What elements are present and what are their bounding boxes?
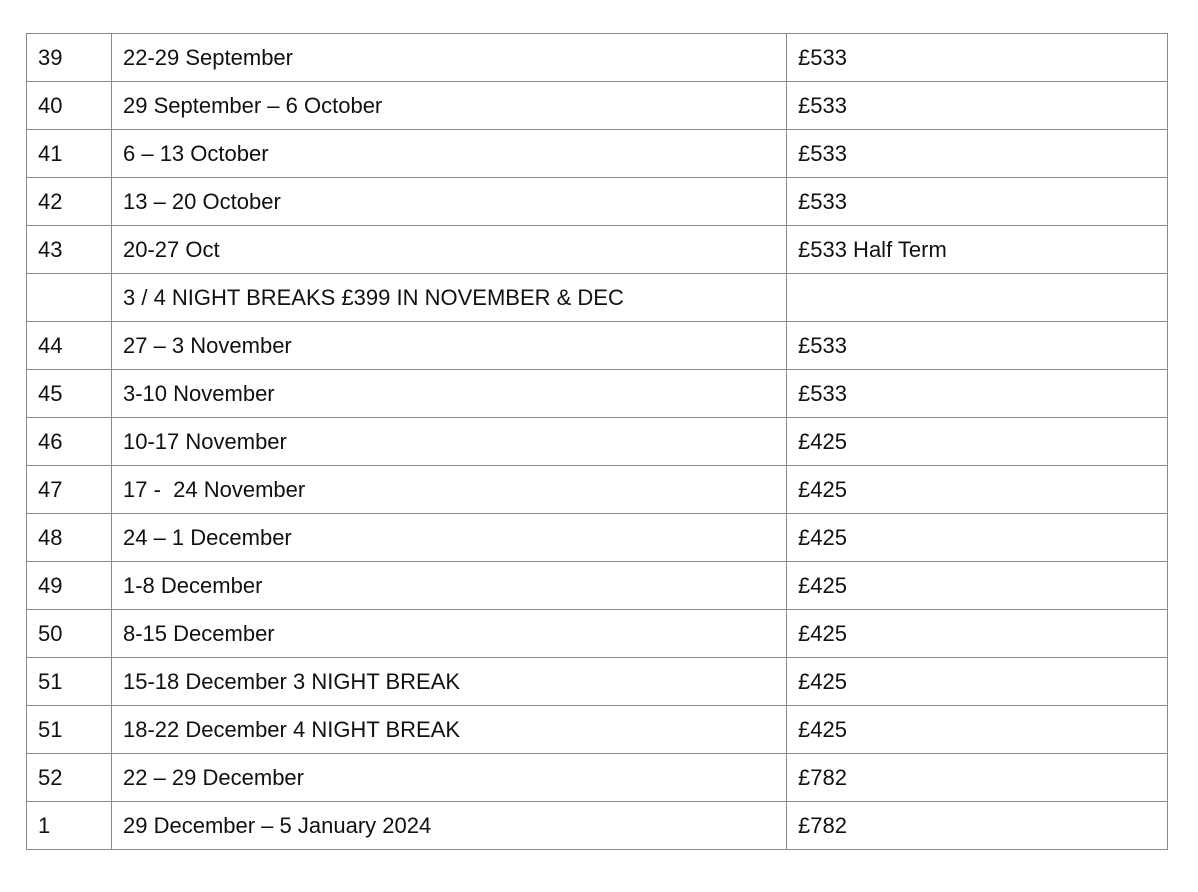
dates-cell: 29 December – 5 January 2024 xyxy=(112,802,787,850)
table-row xyxy=(27,754,1168,802)
price-cell xyxy=(787,274,1168,322)
week-number-cell: 39 xyxy=(27,34,112,82)
table-row xyxy=(27,178,1168,226)
price-cell: £425 xyxy=(787,466,1168,514)
dates-cell: 24 – 1 December xyxy=(112,514,787,562)
dates-cell: 22 – 29 December xyxy=(112,754,787,802)
week-number-cell: 47 xyxy=(27,466,112,514)
dates-cell: 27 – 3 November xyxy=(112,322,787,370)
table-row xyxy=(27,34,1168,82)
price-cell: £425 xyxy=(787,418,1168,466)
week-number-cell: 40 xyxy=(27,82,112,130)
week-number-cell: 41 xyxy=(27,130,112,178)
price-cell: £782 xyxy=(787,754,1168,802)
dates-cell: 8-15 December xyxy=(112,610,787,658)
price-cell: £425 xyxy=(787,562,1168,610)
table-row xyxy=(27,658,1168,706)
table-row xyxy=(27,322,1168,370)
price-table xyxy=(26,33,1168,850)
dates-cell: 17 - 24 November xyxy=(112,466,787,514)
price-cell: £533 xyxy=(787,82,1168,130)
price-cell: £533 xyxy=(787,370,1168,418)
dates-cell: 29 September – 6 October xyxy=(112,82,787,130)
table-row xyxy=(27,82,1168,130)
week-number-cell: 43 xyxy=(27,226,112,274)
week-number-cell: 51 xyxy=(27,658,112,706)
week-number-cell: 1 xyxy=(27,802,112,850)
price-cell: £533 Half Term xyxy=(787,226,1168,274)
table-row xyxy=(27,562,1168,610)
dates-cell: 18-22 December 4 NIGHT BREAK xyxy=(112,706,787,754)
dates-cell: 20-27 Oct xyxy=(112,226,787,274)
table-row xyxy=(27,226,1168,274)
dates-cell: 1-8 December xyxy=(112,562,787,610)
price-cell: £782 xyxy=(787,802,1168,850)
price-cell: £533 xyxy=(787,322,1168,370)
price-cell: £425 xyxy=(787,706,1168,754)
dates-cell: 3 / 4 NIGHT BREAKS £399 IN NOVEMBER & DEC xyxy=(112,274,787,322)
week-number-cell: 50 xyxy=(27,610,112,658)
price-cell: £425 xyxy=(787,658,1168,706)
table-row xyxy=(27,130,1168,178)
price-cell: £533 xyxy=(787,178,1168,226)
price-cell: £533 xyxy=(787,34,1168,82)
table-row xyxy=(27,802,1168,850)
week-number-cell xyxy=(27,274,112,322)
week-number-cell: 48 xyxy=(27,514,112,562)
week-number-cell: 52 xyxy=(27,754,112,802)
dates-cell: 15-18 December 3 NIGHT BREAK xyxy=(112,658,787,706)
table-row xyxy=(27,610,1168,658)
price-cell: £533 xyxy=(787,130,1168,178)
week-number-cell: 45 xyxy=(27,370,112,418)
table-row xyxy=(27,370,1168,418)
table-row xyxy=(27,274,1168,322)
week-number-cell: 49 xyxy=(27,562,112,610)
dates-cell: 10-17 November xyxy=(112,418,787,466)
table-row xyxy=(27,466,1168,514)
week-number-cell: 44 xyxy=(27,322,112,370)
price-cell: £425 xyxy=(787,514,1168,562)
dates-cell: 22-29 September xyxy=(112,34,787,82)
dates-cell: 13 – 20 October xyxy=(112,178,787,226)
week-number-cell: 46 xyxy=(27,418,112,466)
week-number-cell: 51 xyxy=(27,706,112,754)
table-row xyxy=(27,418,1168,466)
dates-cell: 3-10 November xyxy=(112,370,787,418)
price-cell: £425 xyxy=(787,610,1168,658)
dates-cell: 6 – 13 October xyxy=(112,130,787,178)
week-number-cell: 42 xyxy=(27,178,112,226)
table-row xyxy=(27,514,1168,562)
price-table-body xyxy=(27,34,1168,850)
table-row xyxy=(27,706,1168,754)
